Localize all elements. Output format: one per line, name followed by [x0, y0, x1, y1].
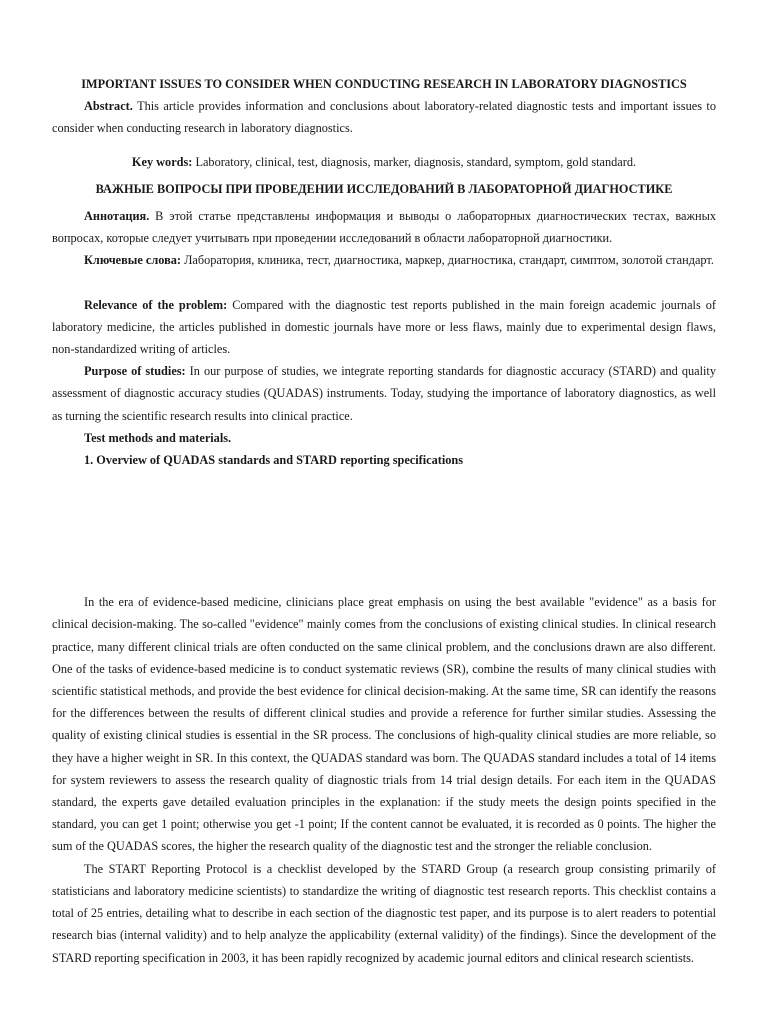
keywords-label: Key words:: [131, 154, 193, 169]
relevance-label: Relevance of the problem:: [84, 297, 228, 312]
purpose-paragraph: [52, 360, 716, 427]
russian-abstract-label: Аннотация.: [84, 209, 150, 224]
relevance-paragraph: [52, 294, 716, 361]
russian-title: ВАЖНЫЕ ВОПРОСЫ ПРИ ПРОВЕДЕНИИ ИССЛЕДОВАНИЙ В ЛАБОРАТОРНОЙ ДИАГНОСТИКЕ: [95, 181, 673, 196]
body-paragraph-2: The START Reporting Protocol is a checklist developed by the STARD Group (a research group consisting primarily of statisticians and laboratory medicine scientists) to standardize the writing of diagnostic test research reports. This checklist contains a total of 25 entries, detailing what to describe in each section of the diagnostic test paper, and its purpose is to alert readers to potential research bias (internal validity) and to help analyze the applicability (external validity) of the findings). Since the development of the STARD reporting specification in 2003, it has been rapidly recognized by academic journal editors and clinical research scientists.: [52, 861, 716, 965]
relevance-text: Compared with the diagnostic test reports published in the main foreign academic journals of laboratory medicine, the articles published in domestic journals have more or less flaws, mainly due to experimental design flaws, non-standardized writing of articles.: [52, 297, 716, 357]
body-paragraph-1: In the era of evidence-based medicine, clinicians place great emphasis on using the best available "evidence" as a basis for clinical decision-making. The so-called "evidence" mainly comes from the conclusions of existing clinical studies. In clinical research practice, many different clinical trials are often conducted on the same clinical problem, and the conclusions drawn are also different. One of the tasks of evidence-based medicine is to conduct systematic reviews (SR), combine the results of many clinical studies with scientific statistical methods, and provide the best evidence for clinical decision-making. At the same time, SR can identify the reasons for the differences between the results of different clinical studies and provide a reference for further similar studies. Assessing the quality of existing clinical studies is essential in the SR process. The conclusions of high-quality clinical studies are more reliable, so they have a higher weight in SR. In this context, the QUADAS standard was born. The QUADAS standard includes a total of 14 items for system reviewers to assess the research quality of diagnostic trials from 14 trial design details. For each item in the QUADAS standard, the experts gave detailed evaluation principles in the explanation: if the study meets the design points specified in the standard, you can get 1 point; otherwise you get -1 point; If the content cannot be evaluated, it is recorded as 0 points. The higher the sum of the QUADAS scores, the higher the research quality of the diagnostic test and the stronger the reliable conclusion.: [52, 595, 716, 854]
russian-keywords-text: Лаборатория, клиника, тест, диагностика, маркер, диагностика, стандарт, симптом, золотой стандарт.: [181, 253, 714, 268]
section-1-heading: 1. Overview of QUADAS standards and STARD reporting specifications: [84, 453, 464, 468]
blank-space: [52, 471, 716, 591]
russian-abstract-text: В этой статье представлены информация и выводы о лабораторных диагностических тестах, важных вопросах, которые следует учитывать при проведении исследований в области лабораторной диагностики.: [52, 209, 716, 246]
russian-keywords-label: Ключевые слова:: [84, 253, 181, 268]
methods-heading: Test methods and materials.: [84, 430, 232, 445]
english-keywords: [52, 151, 716, 173]
abstract-label: Abstract.: [84, 99, 133, 114]
russian-abstract: [52, 205, 716, 249]
document-body: [52, 73, 716, 969]
english-abstract: [52, 95, 716, 139]
abstract-text: This article provides information and conclusions about laboratory-related diagnostic tests and important issues to consider when conducting research in laboratory diagnostics.: [52, 99, 716, 136]
purpose-text: In our purpose of studies, we integrate reporting standards for diagnostic accuracy (STARD) and quality assessment of diagnostic accuracy studies (QUADAS) instruments. Today, studying the importance of laboratory diagnostics, as well as turning the scientific research results into clinical practice.: [52, 364, 716, 423]
keywords-text: Laboratory, clinical, test, diagnosis, marker, diagnosis, standard, symptom, gold standard.: [192, 154, 637, 169]
russian-keywords: [52, 249, 716, 271]
purpose-label: Purpose of studies:: [84, 364, 186, 379]
english-title: IMPORTANT ISSUES TO CONSIDER WHEN CONDUCTING RESEARCH IN LABORATORY DIAGNOSTICS: [81, 77, 687, 91]
